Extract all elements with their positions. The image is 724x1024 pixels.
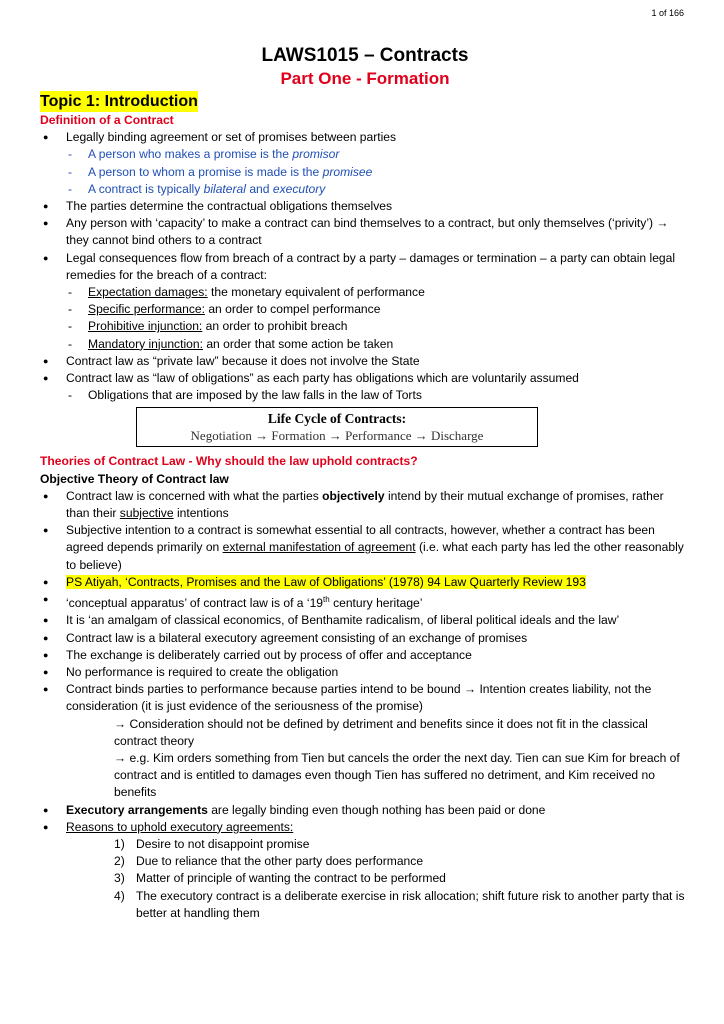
definition-list (40, 129, 690, 404)
list-item: ● Contract law is concerned with what the parties objectively intend by their mutual exchange of promises, rather than their subjective intentions (40, 488, 690, 522)
topic-heading: Topic 1: Introduction (40, 93, 198, 110)
list-item: - Mandatory injunction: an order that some action be taken (66, 336, 690, 353)
torts-sublist (66, 387, 690, 404)
document-body (40, 44, 690, 922)
list-item: - Obligations that are imposed by the law falls in the law of Torts (66, 387, 690, 404)
definition-heading: Definition of a Contract (40, 113, 174, 127)
list-item: ● Contract law as “law of obligations” as each party has obligations which are voluntarily assumed - Obligations that are imposed by the law falls in the law of Torts (40, 370, 690, 404)
document-title: LAWS1015 – Contracts (261, 45, 469, 66)
theories-heading: Theories of Contract Law - Why should the law uphold contracts? (40, 454, 418, 469)
list-item: 2) Due to reliance that the other party does performance (114, 854, 424, 869)
list-item: ● The exchange is deliberately carried out by process of offer and acceptance (40, 647, 690, 664)
list-item: 1) Desire to not disappoint promise (114, 836, 310, 851)
list-item: ● Reasons to uphold executory agreements: 1) Desire to not disappoint promise 2) Due to reliance that the other party does performance 3) Matter of principle of wanting the contract to be performed 4) The executory contract is a deliberate exercise in risk allocation; shift future risk to another party that is better at handling them (40, 819, 690, 922)
list-item: ● Legally binding agreement or set of promises between parties - A person who makes a promise is the promisor - A person to whom a promise is made is the promisee - A contract is typically bilateral and executory (40, 129, 690, 198)
definition-sublist (66, 146, 690, 198)
list-item: - A person to whom a promise is made is the promisee (66, 164, 690, 181)
page-number: 1 of 166 (651, 8, 684, 18)
list-item: ● Contract binds parties to performance because parties intend to be bound → Intention creates liability, not the consideration (it is just evidence of the seriousness of the promise) → Consideration should not be defined by detriment and benefits since it does not fit in the classical contract theory → e.g. Kim orders something from Tien but cancels the order the next day. Tien can sue Kim for breach of contract and is entitled to damages even though Tien has suffered no detriment, and Kim received no benefits (40, 681, 690, 801)
list-item: - A contract is typically bilateral and executory (66, 181, 690, 198)
list-item: 3) Matter of principle of wanting the contract to be performed (114, 871, 446, 886)
list-item: - Expectation damages: the monetary equivalent of performance (66, 284, 690, 301)
list-item: ● Contract law as “private law” because it does not involve the State (40, 353, 690, 370)
list-item: ● Contract law is a bilateral executory agreement consisting of an exchange of promises (40, 630, 690, 647)
list-item: 4) The executory contract is a deliberate exercise in risk allocation; shift future risk to another party that is better at handling them (114, 888, 685, 920)
list-item: ● ‘conceptual apparatus’ of contract law is of a ‘19th century heritage’ (40, 591, 690, 612)
arrow-note: → e.g. Kim orders something from Tien but cancels the order the next day. Tien can sue Kim for breach of contract and is entitled to damages even though Tien has suffered no detriment, and Kim received no benefits (114, 750, 680, 800)
list-item: ● Legal consequences flow from breach of a contract by a party – damages or termination – a party can obtain legal remedies for the breach of a contract: - Expectation damages: the monetary equivalent of performance - Specific performance: an order to compel performance - Prohibitive injunction: an order to prohibit breach - Mandatory injunction: an order that some action be taken (40, 250, 690, 353)
arrow-note: → Consideration should not be defined by detriment and benefits since it does not fit in the classical contract theory (114, 716, 648, 748)
list-item: ● It is ‘an amalgam of classical economics, of Benthamite radicalism, of liberal political ideals and the law’ (40, 612, 690, 629)
document-subtitle: Part One - Formation (280, 69, 450, 88)
list-item: - Prohibitive injunction: an order to prohibit breach (66, 318, 690, 335)
list-item: ● Executory arrangements are legally binding even though nothing has been paid or done (40, 802, 690, 819)
remedies-list (66, 284, 690, 353)
list-item (40, 574, 690, 591)
lifecycle-line: Negotiation → Formation → Performance → Discharge (190, 428, 484, 444)
lifecycle-title: Life Cycle of Contracts: (267, 411, 407, 427)
list-item: ● Subjective intention to a contract is somewhat essential to all contracts, however, whether a contract has been agreed depends primarily on external manifestation of agreement (i.e. what each party has led the other reasonably to believe) (40, 522, 690, 574)
reasons-list (66, 836, 690, 922)
list-item: - A person who makes a promise is the promisor (66, 146, 690, 163)
list-item: ● No performance is required to create the obligation (40, 664, 690, 681)
list-item: ● Any person with ‘capacity’ to make a contract can bind themselves to a contract, but only themselves (‘privity’) → they cannot bind others to a contract (40, 215, 690, 249)
list-item: ● The parties determine the contractual obligations themselves (40, 198, 690, 215)
list-item: - Specific performance: an order to compel performance (66, 301, 690, 318)
objective-list (40, 488, 690, 922)
objective-heading: Objective Theory of Contract law (40, 471, 229, 486)
lifecycle-box (136, 407, 538, 447)
citation-highlight: PS Atiyah, ‘Contracts, Promises and the Law of Obligations’ (1978) 94 Law Quarterly Review 193 (66, 574, 586, 589)
